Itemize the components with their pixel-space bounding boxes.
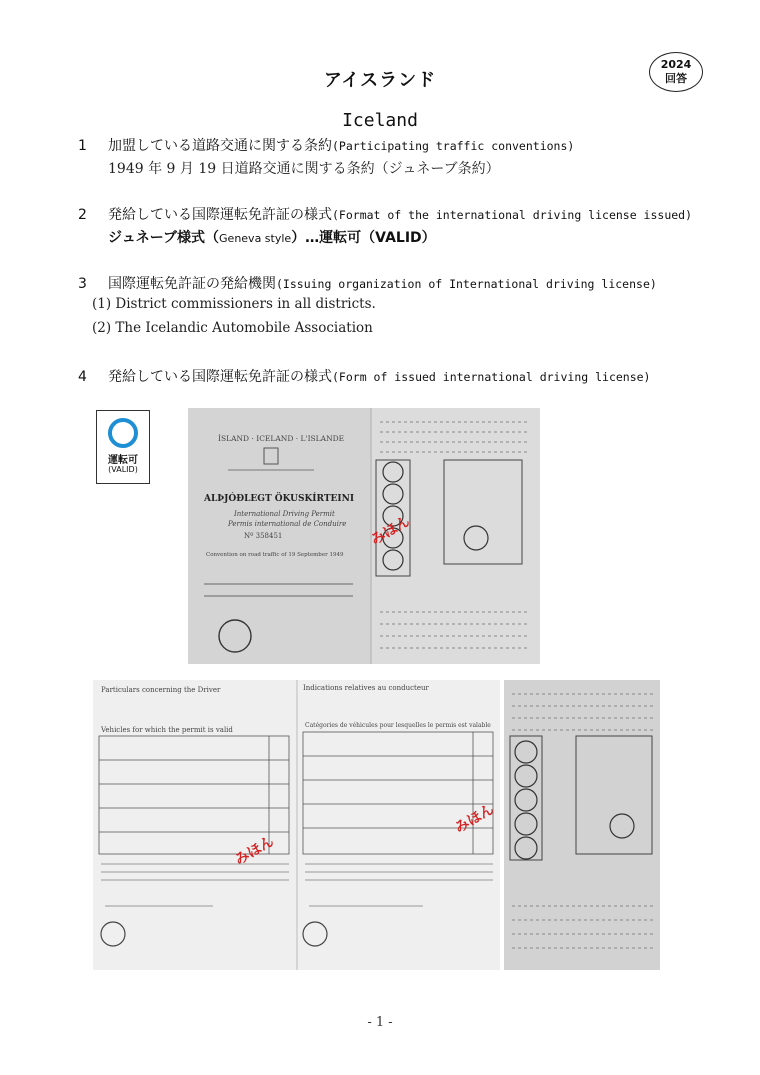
license-number: Nº 358451 bbox=[244, 532, 283, 540]
section-4-number: 4 bbox=[78, 369, 87, 385]
sample-stamp: みほん bbox=[368, 513, 413, 549]
section-2-detail bbox=[108, 227, 436, 247]
inner-sample-stamp-right: みほん bbox=[452, 801, 497, 837]
badge-label-text: 回答 bbox=[665, 72, 687, 85]
license-inner-scan bbox=[93, 680, 500, 970]
inner-sample-stamp-left: みほん bbox=[232, 833, 277, 869]
license-title: ALÞJÓÐLEGT ÖKUSKÍRTEINI bbox=[204, 494, 355, 504]
section-2-heading bbox=[78, 205, 692, 225]
inner-middle-heading: Indications relatives au conducteur bbox=[303, 684, 429, 692]
section-1-detail: 1949 年 9 月 19 日道路交通に関する条約（ジュネーブ条約） bbox=[108, 161, 500, 177]
license-subtitle-1: International Driving Permit bbox=[234, 510, 335, 518]
section-2-detail-c: ）…運転可（VALID） bbox=[291, 230, 436, 246]
license-subtitle-2: Permis international de Conduire bbox=[228, 520, 347, 528]
section-1-heading bbox=[78, 136, 574, 156]
valid-badge bbox=[96, 410, 150, 484]
inner-left-heading: Particulars concerning the Driver bbox=[101, 686, 221, 694]
section-4-jp: 発給している国際運転免許証の様式 bbox=[108, 369, 332, 385]
section-1-en: (Participating traffic conventions) bbox=[332, 139, 575, 153]
license-back-scan bbox=[504, 680, 660, 970]
section-3-number: 3 bbox=[78, 276, 87, 292]
valid-badge-en: (VALID) bbox=[108, 465, 138, 474]
page-title-jp: アイスランド bbox=[323, 70, 437, 91]
section-3-item-2: (2) The Icelandic Automobile Association bbox=[92, 320, 373, 336]
page-number: - 1 - bbox=[367, 1015, 393, 1030]
circle-icon bbox=[108, 418, 138, 448]
section-4-heading bbox=[78, 367, 651, 387]
badge-year-text: 2024 bbox=[660, 58, 692, 71]
license-front-scan bbox=[188, 408, 540, 664]
inner-classes-heading: Catégories de véhicules pour lesquelles le permis est valable bbox=[305, 722, 491, 729]
section-2-en: (Format of the international driving license issued) bbox=[332, 208, 693, 222]
section-3-en: (Issuing organization of International driving license) bbox=[276, 277, 657, 291]
section-2-jp: 発給している国際運転免許証の様式 bbox=[108, 207, 332, 223]
section-2-number: 2 bbox=[78, 207, 87, 223]
page-title-en: Iceland bbox=[342, 110, 418, 131]
section-2-detail-a: ジュネーブ様式（ bbox=[108, 230, 220, 246]
section-3-heading bbox=[78, 274, 657, 294]
license-convention: Convention on road traffic of 19 September 1949 bbox=[206, 552, 344, 558]
license-header: ÍSLAND · ICELAND · L'ISLANDE bbox=[218, 434, 345, 443]
section-4-en: (Form of issued international driving license) bbox=[332, 370, 651, 384]
valid-badge-jp: 運転可 bbox=[108, 455, 138, 466]
section-3-jp: 国際運転免許証の発給機関 bbox=[108, 276, 276, 292]
section-1-jp: 加盟している道路交通に関する条約 bbox=[108, 138, 332, 154]
license-front-drawing bbox=[188, 408, 540, 664]
section-2-detail-b: Geneva style bbox=[219, 232, 292, 245]
inner-vehicles-heading: Vehicles for which the permit is valid bbox=[101, 726, 233, 734]
section-1-number: 1 bbox=[78, 138, 87, 154]
section-3-item-1: (1) District commissioners in all districts. bbox=[92, 296, 376, 312]
license-back-drawing bbox=[504, 680, 660, 970]
